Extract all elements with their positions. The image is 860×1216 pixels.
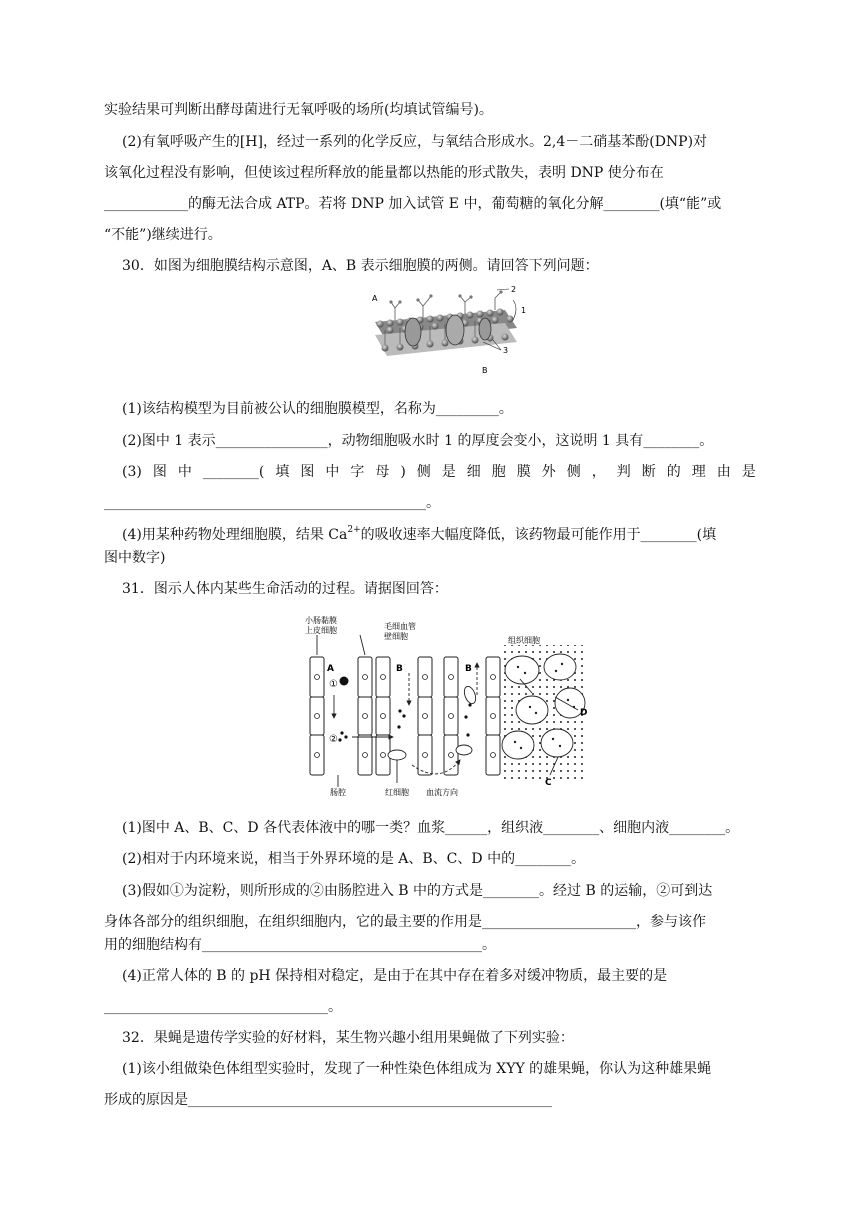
q30-s4-sup: 2+ [347, 525, 361, 535]
q30-s3-word: 中 [177, 464, 192, 480]
q31-sub-3-line-3: 用的细胞结构有________________________________________。 [104, 937, 496, 953]
q30-s3-word: 填 [275, 464, 290, 480]
q30-sub-3-line-2: ______________________________________________。 [104, 495, 440, 511]
q31-sub-3-line-1: (3)假如①为淀粉，则所形成的②由肠腔进入 B 中的方式是________。经过 B 的运输，②可到达 [122, 883, 713, 899]
fig31-circle-2: ② [329, 734, 338, 745]
q30-s3-word: 图 [300, 464, 315, 480]
q30-s3-word: (3) [122, 464, 142, 480]
q30-sub-2: (2)图中 1 表示________________，动物细胞吸水时 1 的厚度会变小，这说明 1 具有________。 [122, 433, 714, 449]
q30-s3-word: ) [400, 464, 406, 480]
label-flow: 血流方向 [426, 788, 458, 797]
q30-s3-word: 由 [716, 464, 731, 480]
label-intestine-cell-1: 小肠黏膜 [305, 616, 337, 625]
q30-s3-word: ________( [202, 464, 265, 480]
fig31-label-b1: B [396, 664, 403, 674]
q32-sub-1-line-1: (1)该小组做染色体组型实验时，发现了一种性染色体组成为 XYY 的雄果蝇，你认为这种雄果蝇 [122, 1061, 712, 1077]
q32-stem: 32．果蝇是遗传学实验的好材料，某生物兴趣小组用果蝇做了下列实验： [122, 1030, 574, 1046]
q30-sub-4-line-1 [122, 525, 774, 545]
label-rbc: 红细胞 [385, 788, 409, 797]
membrane-label-a: A [372, 294, 378, 303]
membrane-label-3: 3 [503, 346, 509, 355]
q30-s3-word: 理 [691, 464, 706, 480]
label-lumen: 肠腔 [330, 788, 346, 797]
membrane-label-b: B [482, 366, 488, 375]
q31-sub-2: (2)相对于内环境来说，相当于外界环境的是 A、B、C、D 中的________。 [122, 851, 586, 867]
q30-sub-4-line-2: 图中数字) [104, 550, 166, 566]
q30-s3-word: 胞 [491, 464, 506, 480]
q31-stem: 31．图示人体内某些生命活动的过程。请据图回答： [122, 581, 448, 597]
q30-s3-word: 是 [741, 464, 756, 480]
q30-s3-word: 中 [325, 464, 340, 480]
label-tissue-cell: 组织细胞 [508, 636, 540, 645]
q30-s3-word: 字 [350, 464, 365, 480]
q31-sub-3-line-2: 身体各部分的组织细胞，在组织细胞内，它的最主要的作用是______________________，参与该作 [104, 914, 706, 930]
q30-s3-word: 外 [541, 464, 556, 480]
q30-sub-1: (1)该结构模型为目前被公认的细胞膜模型，名称为_________。 [122, 401, 513, 417]
fig31-label-a: A [327, 664, 334, 674]
q30-s3-word: 侧 [566, 464, 581, 480]
q30-s3-word: 侧 [416, 464, 431, 480]
label-capillary-2: 壁细胞 [384, 632, 408, 641]
fig31-label-d: D [580, 708, 588, 718]
q30-s3-word: 细 [466, 464, 481, 480]
q30-s3-word: 是 [441, 464, 456, 480]
label-intestine-cell-2: 上皮细胞 [305, 626, 337, 635]
q31-sub-1: (1)图中 A、B、C、D 各代表体液中的哪一类？血浆______，组织液________、细胞内液________。 [122, 820, 740, 836]
q30-s3-word: 的 [666, 464, 681, 480]
q30-s3-word: ， [591, 464, 606, 480]
fig31-label-b2: B [465, 664, 472, 674]
q30-stem: 30．如图为细胞膜结构示意图，A、B 表示细胞膜的两侧。请回答下列问题： [122, 258, 599, 274]
label-capillary-1: 毛细血管 [384, 622, 416, 631]
q30-s3-word: 断 [641, 464, 656, 480]
membrane-label-2: 2 [511, 285, 517, 294]
cell-membrane-figure [355, 280, 535, 380]
body-fluid-figure [300, 615, 590, 800]
fig31-circle-1: ① [329, 679, 338, 690]
q29-line-1: 实验结果可判断出酵母菌进行无氧呼吸的场所(均填试管编号)。 [104, 102, 493, 118]
q30-s3-word: 图 [152, 464, 167, 480]
q30-s3-word: 膜 [516, 464, 531, 480]
q30-s4-post: 的吸收速率大幅度降低，该药物最可能作用于________(填 [360, 527, 717, 543]
q31-sub-4-line-2: ________________________________。 [104, 999, 342, 1015]
q29-p2-line-3: ____________的酶无法合成 ATP。若将 DNP 加入试管 E 中，葡萄糖的氧化分解________(填“能”或 [104, 196, 722, 212]
q30-s3-word: 判 [616, 464, 631, 480]
fig31-label-c: C [545, 778, 552, 788]
q29-p2-line-4: “不能”)继续进行。 [104, 227, 222, 243]
q29-p2-line-2: 该氧化过程没有影响，但使该过程所释放的能量都以热能的形式散失，表明 DNP 使分布在 [104, 165, 664, 181]
q30-s4-pre: (4)用某种药物处理细胞膜，结果 Ca [122, 527, 348, 543]
membrane-label-1: 1 [521, 306, 527, 315]
q29-p2-line-1: (2)有氧呼吸产生的[H]，经过一系列的化学反应，与氧结合形成水。2,4－二硝基苯酚(DNP)对 [122, 134, 708, 150]
q31-sub-4-line-1: (4)正常人体的 B 的 pH 保持相对稳定，是由于在其中存在着多对缓冲物质，最主要的是 [122, 968, 668, 984]
q32-sub-1-line-2: 形成的原因是____________________________________________________ [104, 1092, 552, 1108]
q30-s3-word: 母 [375, 464, 390, 480]
q30-sub-3-line-1 [122, 462, 756, 482]
